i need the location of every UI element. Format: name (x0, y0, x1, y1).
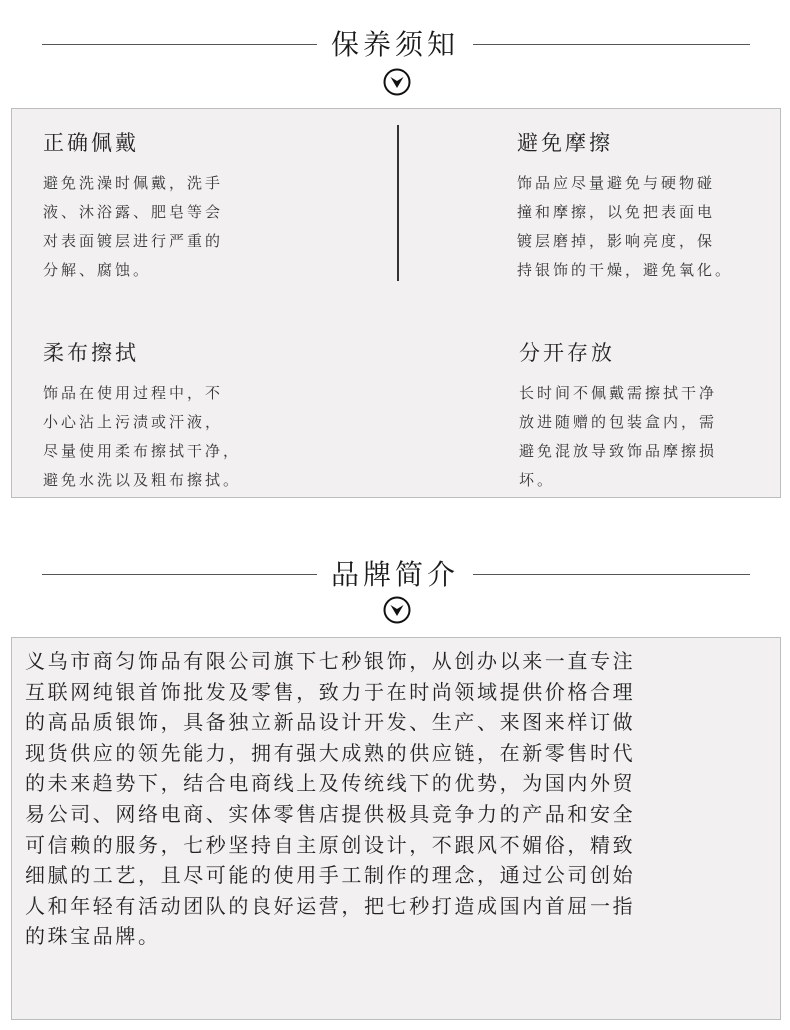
brand-section-header (0, 556, 790, 626)
brand-intro-panel (11, 637, 781, 1020)
care-item-text: 长时间不佩戴需擦拭干净 (519, 384, 718, 402)
care-item-text: 分解、腐蚀。 (43, 261, 152, 279)
brand-text-line: 的珠宝品牌。 (25, 924, 161, 949)
right-rule (473, 44, 750, 45)
care-item-text: 避免混放导致饰品摩擦损 (519, 442, 718, 460)
brand-section-title: 品牌简介 (330, 558, 459, 591)
right-rule (473, 574, 750, 575)
care-item-title: 避免摩擦 (517, 131, 613, 155)
brand-text-line: 人和年轻有活动团队的良好运营，把七秒打造成国内首屈一指 (25, 893, 636, 918)
care-item-text: 饰品在使用过程中，不 (43, 384, 224, 402)
brand-text-line: 细腻的工艺，且尽可能的使用手工制作的理念，通过公司创始 (25, 863, 636, 888)
brand-text-line: 互联网纯银首饰批发及零售，致力于在时尚领域提供价格合理 (25, 679, 636, 704)
care-item-wear (43, 129, 223, 285)
care-item-text: 镀层磨掉，影响亮度，保 (517, 232, 716, 250)
care-item-friction (517, 129, 733, 285)
care-item-title: 柔布擦拭 (43, 341, 139, 365)
care-item-text: 持银饰的干燥，避免氧化。 (517, 261, 734, 279)
care-item-text: 避免洗澡时佩戴，洗手 (43, 174, 224, 192)
brand-text-line: 的高品质银饰，具备独立新品设计开发、生产、来图来样订做 (25, 710, 636, 735)
chevron-down-circle-icon (383, 596, 411, 624)
care-tips-panel (11, 108, 781, 498)
care-item-text: 撞和摩擦，以免把表面电 (517, 203, 716, 221)
brand-text-line: 义乌市商匀饰品有限公司旗下七秒银饰，从创办以来一直专注 (25, 649, 636, 673)
vertical-divider (397, 125, 399, 281)
brand-text-line: 可信赖的服务，七秒坚持自主原创设计，不跟风不媚俗，精致 (25, 832, 636, 857)
care-item-text: 避免水洗以及粗布擦拭。 (43, 471, 242, 489)
care-item-text: 尽量使用柔布擦拭干净， (43, 442, 242, 460)
care-item-title: 正确佩戴 (43, 131, 139, 155)
care-item-storage (519, 339, 717, 495)
brand-text-line: 现货供应的领先能力，拥有强大成熟的供应链，在新零售时代 (25, 740, 636, 765)
care-item-text: 对表面镀层进行严重的 (43, 232, 224, 250)
care-item-text: 小心沾上污渍或汗液， (43, 413, 224, 431)
care-item-text: 放进随赠的包装盒内，需 (519, 413, 718, 431)
care-item-wipe (43, 339, 241, 495)
brand-text-line: 的未来趋势下，结合电商线上及传统线下的优势，为国内外贸 (25, 771, 636, 796)
care-item-title: 分开存放 (519, 341, 615, 365)
chevron-down-circle-icon (383, 68, 411, 96)
care-item-text: 液、沐浴露、肥皂等会 (43, 203, 224, 221)
care-section-header (0, 26, 790, 96)
brand-text-line: 易公司、网络电商、实体零售店提供极具竞争力的产品和安全 (25, 801, 636, 826)
care-section-title: 保养须知 (330, 28, 459, 61)
care-item-text: 坏。 (519, 471, 556, 489)
care-item-text: 饰品应尽量避免与硬物碰 (517, 174, 716, 192)
